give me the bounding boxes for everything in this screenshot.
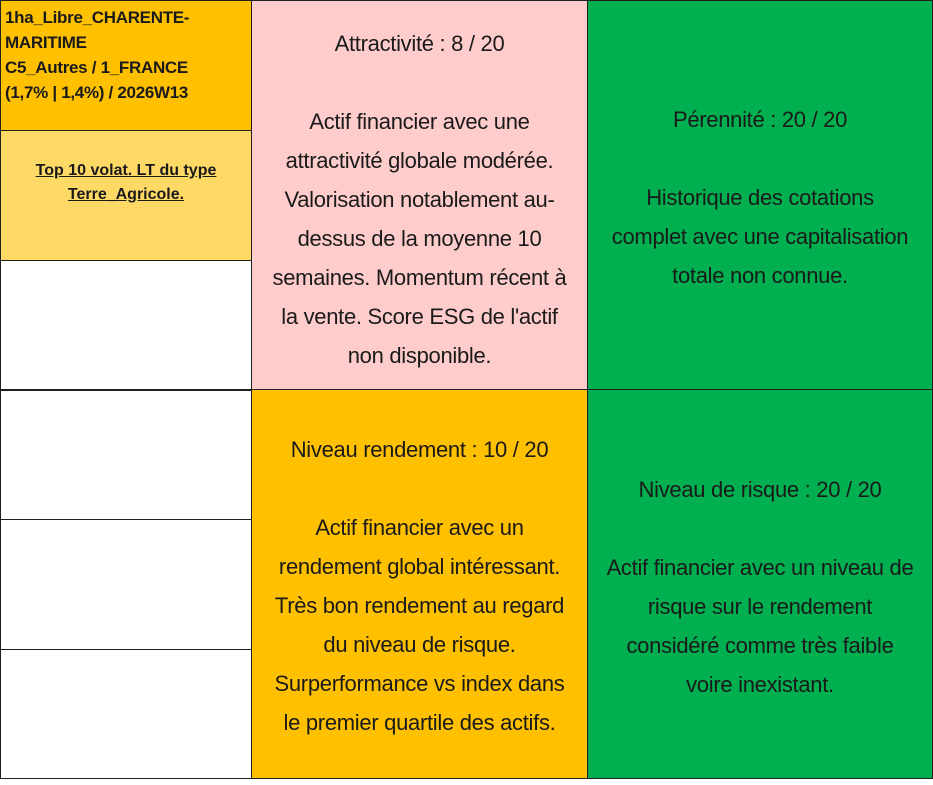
asset-header-cell xyxy=(0,0,252,131)
empty-cell xyxy=(0,390,252,520)
rendement-title: Niveau rendement : 10 / 20 xyxy=(290,437,549,462)
risque-content xyxy=(588,390,932,704)
top-volatility-link[interactable] xyxy=(1,131,251,207)
risque-cell xyxy=(587,389,933,779)
attractivite-title: Attractivité : 8 / 20 xyxy=(334,31,505,56)
perennite-line: totale non connue. xyxy=(672,263,848,288)
attractivite-line: Valorisation notablement au- xyxy=(284,187,555,212)
risque-title: Niveau de risque : 20 / 20 xyxy=(638,477,882,502)
attractivite-line: dessus de la moyenne 10 xyxy=(297,226,542,251)
risque-line: considéré comme très faible xyxy=(626,633,894,658)
asset-header-line: C5_Autres / 1_FRANCE xyxy=(5,58,188,77)
rendement-line: Surperformance vs index dans xyxy=(274,671,565,696)
rendement-line: Actif financier avec un xyxy=(315,515,524,540)
attractivite-content xyxy=(252,1,587,375)
asset-header xyxy=(1,1,251,105)
risque-line: Actif financier avec un niveau de xyxy=(606,555,914,580)
rendement-content xyxy=(252,390,587,742)
attractivite-line: semaines. Momentum récent à xyxy=(272,265,567,290)
empty-cell xyxy=(0,649,252,779)
attractivite-cell xyxy=(251,0,588,390)
top-volatility-link-line[interactable]: Terre_Agricole. xyxy=(67,186,185,203)
rendement-cell xyxy=(251,389,588,779)
empty-cell xyxy=(0,260,252,390)
asset-header-line: 1ha_Libre_CHARENTE- xyxy=(5,8,190,27)
risque-line: risque sur le rendement xyxy=(647,594,873,619)
perennite-title: Pérennité : 20 / 20 xyxy=(672,107,848,132)
rendement-line: le premier quartile des actifs. xyxy=(283,710,556,735)
attractivite-line: non disponible. xyxy=(347,343,492,368)
rendement-line: du niveau de risque. xyxy=(323,632,516,657)
rendement-line: rendement global intéressant. xyxy=(278,554,561,579)
rendement-line: Très bon rendement au regard xyxy=(274,593,565,618)
empty-cell xyxy=(0,519,252,650)
perennite-cell xyxy=(587,0,933,390)
risque-line: voire inexistant. xyxy=(686,672,834,697)
attractivite-line: attractivité globale modérée. xyxy=(285,148,554,173)
asset-header-line: MARITIME xyxy=(5,33,87,52)
asset-header-line: (1,7% | 1,4%) / 2026W13 xyxy=(5,83,189,102)
attractivite-line: la vente. Score ESG de l'actif xyxy=(281,304,558,329)
attractivite-line: Actif financier avec une xyxy=(309,109,530,134)
perennite-content xyxy=(588,1,932,295)
perennite-line: Historique des cotations xyxy=(646,185,874,210)
top-volatility-link-line[interactable]: Top 10 volat. LT du type xyxy=(35,162,217,179)
perennite-line: complet avec une capitalisation xyxy=(611,224,909,249)
top-volatility-link-cell[interactable] xyxy=(0,130,252,261)
